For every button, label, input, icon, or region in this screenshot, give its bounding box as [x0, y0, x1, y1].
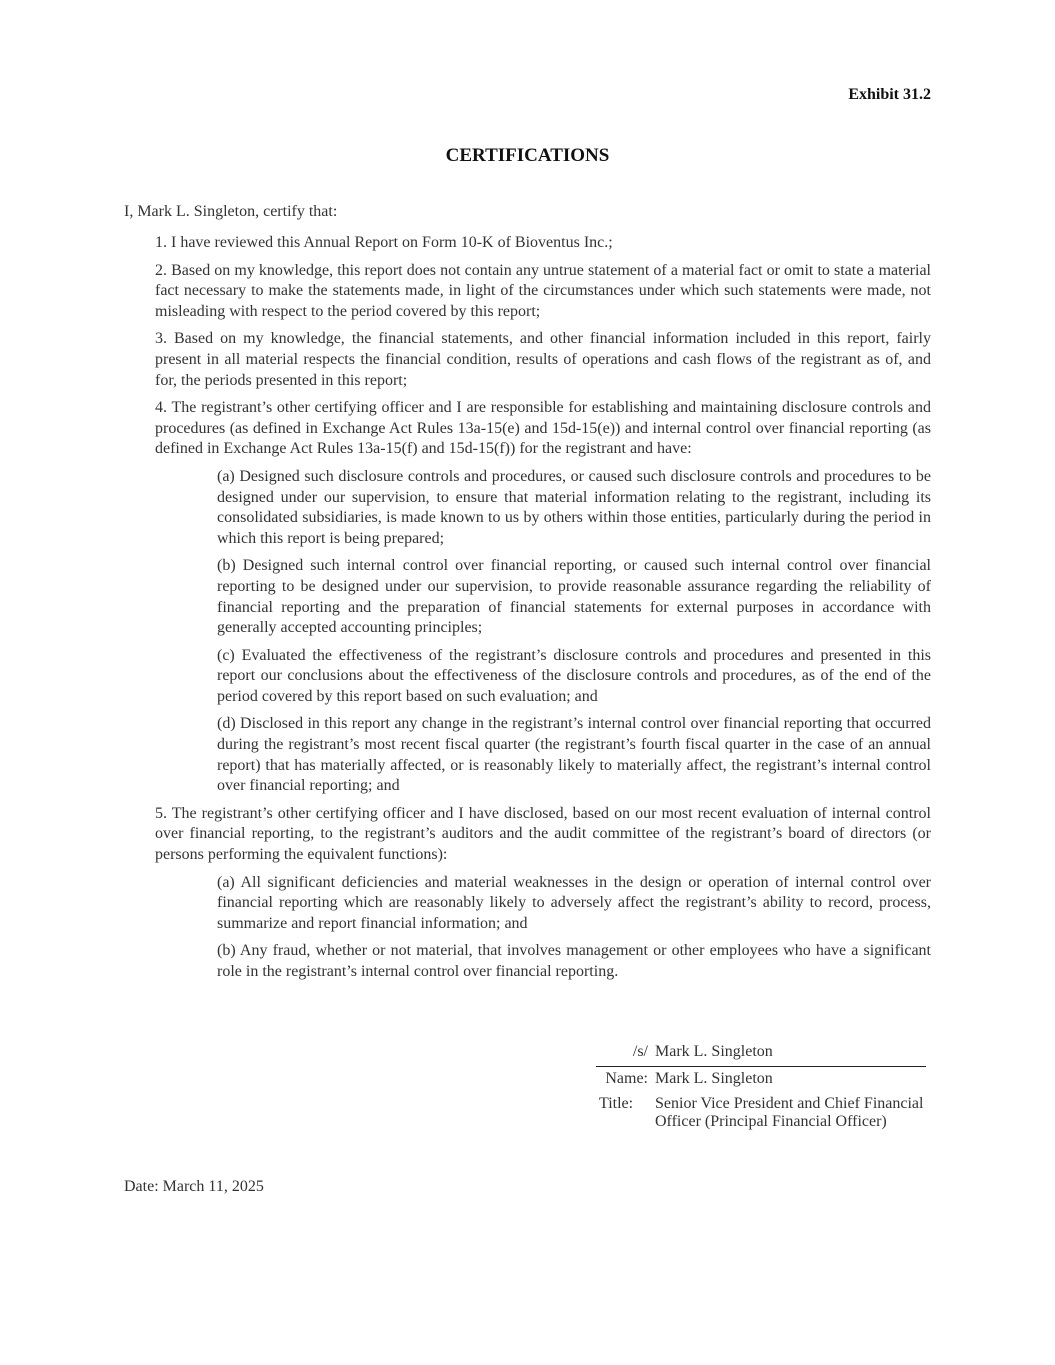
exhibit-label: Exhibit 31.2 [848, 86, 931, 103]
paragraph-5a: (a) All significant deficiencies and material weaknesses in the design or operation of internal control over financial reporting which are reasonably likely to adversely affect the registrant’s ability to record, process, summarize and report financial information; and [217, 873, 931, 932]
signature-block [596, 1043, 926, 1130]
name-row [596, 1067, 926, 1088]
signature-line [596, 1043, 926, 1067]
name-value: Mark L. Singleton [655, 1069, 773, 1087]
title-value: Senior Vice President and Chief Financial Officer (Principal Financial Officer) [655, 1095, 924, 1130]
name-label: Name: [605, 1069, 648, 1087]
date-text: Date: March 11, 2025 [124, 1178, 264, 1195]
paragraph-5b: (b) Any fraud, whether or not material, that involves management or other employees who have a significant role in the registrant’s internal control over financial reporting. [217, 942, 931, 980]
paragraph-4: 4. The registrant’s other certifying officer and I are responsible for establishing and maintaining disclosure controls and procedures (as defined in Exchange Act Rules 13a-15(e) and 15d-15(e)) and internal control over financial reporting (as defined in Exchange Act Rules 13a-15(f) and 15d-15(f)) for the registrant and have: [155, 399, 931, 458]
paragraph-3: 3. Based on my knowledge, the financial statements, and other financial information included in this report, fairly present in all material respects the financial condition, results of operations and cash flows of the registrant as of, and for, the periods presented in this report; [155, 330, 931, 389]
paragraph-5: 5. The registrant’s other certifying officer and I have disclosed, based on our most recent evaluation of internal control over financial reporting, to the registrant’s auditors and the audit committee of the registrant’s board of directors (or persons performing the equivalent functions): [155, 804, 931, 864]
title-label: Title: [599, 1095, 634, 1112]
title-row [596, 1087, 926, 1130]
intro-text: I, Mark L. Singleton, certify that: [124, 203, 338, 220]
paragraph-1: 1. I have reviewed this Annual Report on Form 10-K of Bioventus Inc.; [155, 234, 613, 251]
paragraph-2: 2. Based on my knowledge, this report does not contain any untrue statement of a material fact or omit to state a material fact necessary to make the statements made, in light of the circumstances under which such statements were made, not misleading with respect to the period covered by this report; [155, 261, 931, 320]
signature-value: Mark L. Singleton [655, 1043, 773, 1060]
certification-body [155, 233, 931, 990]
paragraph-4d: (d) Disclosed in this report any change in the registrant’s internal control over financial reporting that occurred during the registrant’s most recent fiscal quarter (the registrant’s fourth fiscal quarter in the case of an annual report) that has materially affected, or is reasonably likely to materially affect, the registrant’s internal control over financial reporting; and [217, 715, 931, 795]
paragraph-4c: (c) Evaluated the effectiveness of the registrant’s disclosure controls and procedures and presented in this report our conclusions about the effectiveness of the disclosure controls and procedures, as of the end of the period covered by this report based on such evaluation; and [217, 646, 931, 705]
paragraph-4b: (b) Designed such internal control over financial reporting, or caused such internal control over financial reporting to be designed under our supervision, to provide reasonable assurance regarding the reliability of financial reporting and the preparation of financial statements for external purposes in accordance with generally accepted accounting principles; [217, 557, 931, 637]
page-title: CERTIFICATIONS [445, 145, 610, 166]
signature-label: /s/ [632, 1043, 648, 1060]
paragraph-4a: (a) Designed such disclosure controls and procedures, or caused such disclosure controls and procedures to be designed under our supervision, to ensure that material information relating to the registrant, including its consolidated subsidiaries, is made known to us by others within those entities, particularly during the period in which this report is being prepared; [217, 467, 931, 547]
